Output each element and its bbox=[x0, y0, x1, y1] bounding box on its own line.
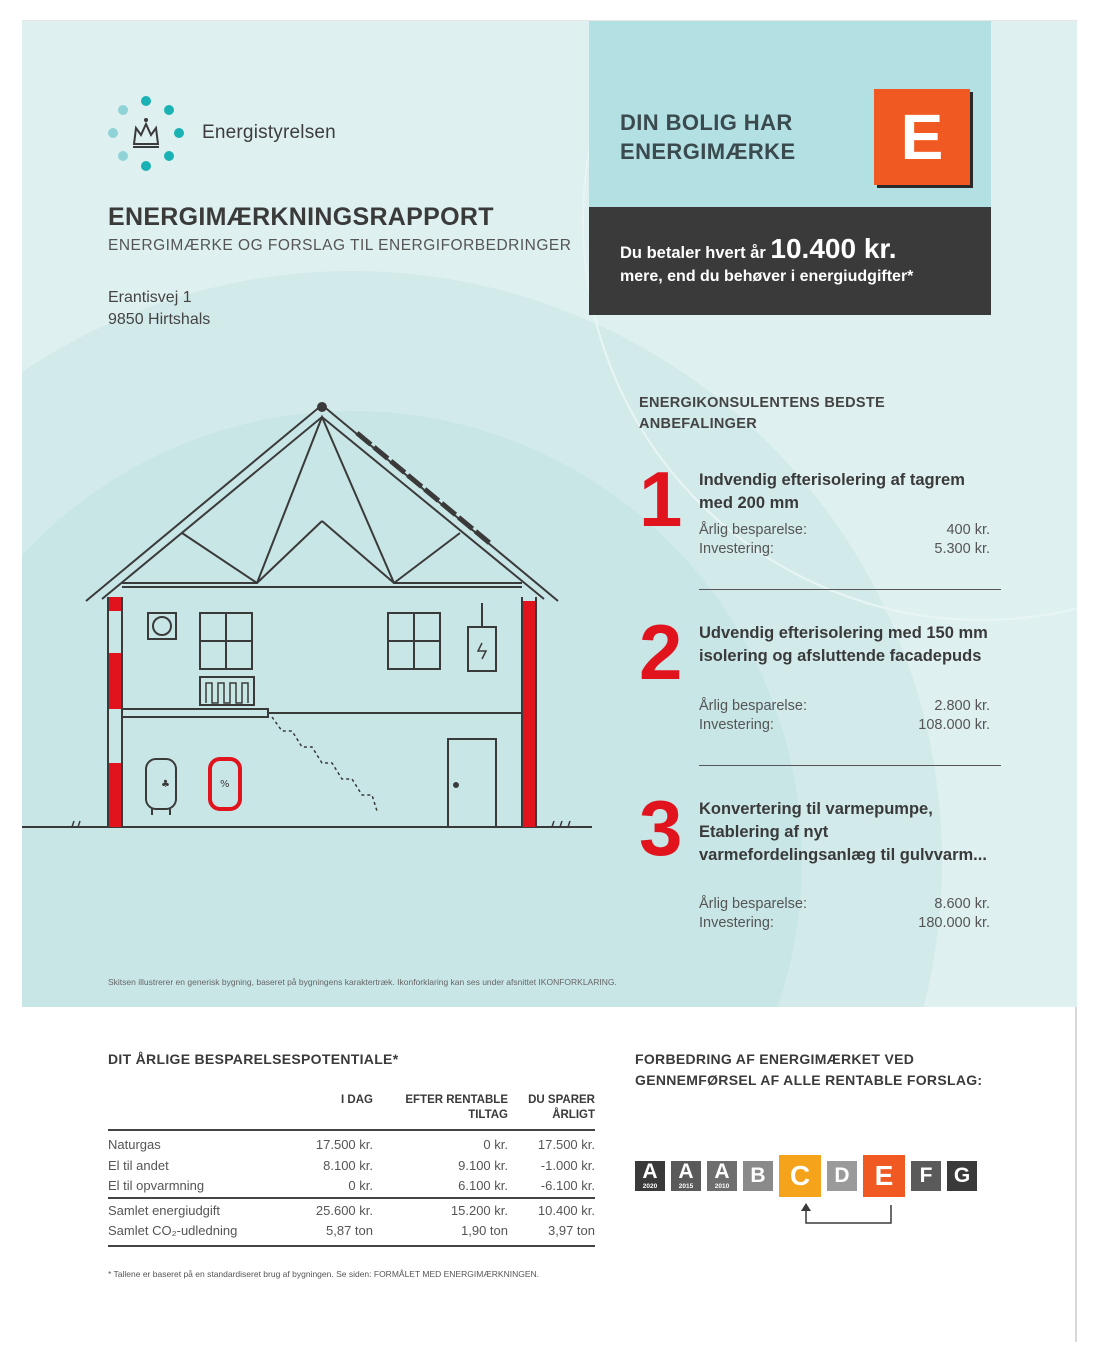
energy-scale-c: C bbox=[779, 1155, 821, 1197]
recommendation-3 bbox=[639, 784, 1001, 938]
recommendation-investment bbox=[699, 914, 990, 933]
cell-after: 1,90 ton bbox=[373, 1221, 508, 1246]
address bbox=[108, 287, 210, 331]
cell-today: 5,87 ton bbox=[238, 1221, 373, 1246]
scale-letter: B bbox=[750, 1164, 766, 1187]
scale-letter: D bbox=[834, 1164, 850, 1187]
cell-after: 0 kr. bbox=[483, 1137, 508, 1152]
scale-letter: F bbox=[919, 1164, 933, 1187]
energy-scale-a-2015 bbox=[671, 1161, 701, 1191]
savings-value: 8.600 kr. bbox=[934, 896, 990, 912]
investment-label: Investering: bbox=[699, 717, 774, 733]
cell-saves: -6.100 kr. bbox=[540, 1178, 595, 1193]
column-header: DU SPARER ÅRLIGT bbox=[508, 1093, 595, 1130]
savings-label: Årlig besparelse: bbox=[699, 698, 807, 714]
cell-today: 25.600 kr. bbox=[238, 1198, 373, 1222]
row-label: Samlet CO₂-udledning bbox=[108, 1221, 238, 1246]
table-row bbox=[108, 1130, 595, 1156]
row-label: Samlet energiudgift bbox=[108, 1198, 238, 1222]
energy-label-text bbox=[620, 108, 850, 166]
page-subtitle: ENERGIMÆRKE OG FORSLAG TIL ENERGIFORBEDRINGER bbox=[108, 237, 572, 254]
cell-saves: -1.000 kr. bbox=[540, 1157, 595, 1173]
recommendation-savings bbox=[699, 697, 990, 716]
cell-after: 15.200 kr. bbox=[373, 1198, 508, 1222]
table-total-row bbox=[108, 1198, 595, 1222]
cell-saves: 3,97 ton bbox=[508, 1221, 595, 1246]
savings-label: Årlig besparelse: bbox=[699, 896, 807, 912]
table-row bbox=[108, 1156, 595, 1177]
recommendation-number: 3 bbox=[639, 784, 683, 872]
table-total-row bbox=[108, 1221, 595, 1246]
investment-value: 180.000 kr. bbox=[918, 915, 990, 931]
improvement-title: FORBEDRING AF ENERGIMÆRKET VED GENNEMFØRSEL AF ALLE RENTABLE FORSLAG: bbox=[635, 1051, 983, 1088]
energy-scale-a-2010 bbox=[707, 1161, 737, 1191]
address-city: 9850 Hirtshals bbox=[108, 311, 211, 328]
recommendation-text: Udvendig efterisolering med 150 mm isolering og afsluttende facadepuds bbox=[699, 624, 988, 665]
energy-scale-d bbox=[827, 1161, 857, 1191]
annual-overpay-box bbox=[589, 207, 991, 315]
scale-year: 2010 bbox=[714, 1183, 730, 1190]
savings-table bbox=[108, 1093, 595, 1247]
cell-after: 6.100 kr. bbox=[458, 1178, 508, 1193]
overpay-line1 bbox=[620, 233, 897, 265]
row-label: El til andet bbox=[108, 1157, 169, 1173]
recommendation-number: 2 bbox=[639, 608, 683, 696]
improvement-arrow bbox=[635, 1201, 995, 1251]
recommendation-divider bbox=[699, 589, 1001, 590]
cell-after: 9.100 kr. bbox=[458, 1157, 508, 1173]
savings-title: DIT ÅRLIGE BESPARELSESPOTENTIALE* bbox=[108, 1051, 399, 1067]
column-header-label bbox=[108, 1093, 238, 1130]
recommendation-savings bbox=[699, 521, 990, 540]
savings-footnote: * Tallene er baseret på en standardiseret brug af bygningen. Se siden: FORMÅLET MED ENERGIMÆRKNINGEN. bbox=[108, 1269, 540, 1279]
scale-year: 2015 bbox=[678, 1183, 694, 1190]
scale-year: 2020 bbox=[642, 1183, 658, 1190]
recommendation-investment bbox=[699, 716, 990, 735]
row-label: Naturgas bbox=[108, 1137, 161, 1152]
column-header: EFTER RENTABLE TILTAG bbox=[373, 1093, 508, 1130]
energy-scale-g bbox=[947, 1161, 977, 1191]
recommendation-text: Konvertering til varmepumpe, Etablering af nyt varmefordelingsanlæg til gulvvarm... bbox=[699, 800, 987, 864]
recommendations-title: ENERGIKONSULENTENS BEDSTE ANBEFALINGER bbox=[639, 395, 885, 432]
energy-scale-e: E bbox=[863, 1155, 905, 1197]
savings-value: 2.800 kr. bbox=[934, 698, 990, 714]
recommendation-savings bbox=[699, 895, 990, 914]
cell-today: 8.100 kr. bbox=[323, 1157, 373, 1173]
investment-value: 5.300 kr. bbox=[934, 541, 990, 557]
scale-letter: A bbox=[714, 1160, 730, 1183]
table-row bbox=[108, 1176, 595, 1198]
recommendation-investment bbox=[699, 540, 990, 559]
investment-value: 108.000 kr. bbox=[918, 717, 990, 733]
logo-text: Energistyrelsen bbox=[202, 122, 336, 143]
cell-saves: 10.400 kr. bbox=[508, 1198, 595, 1222]
overpay-line2: mere, end du behøver i energiudgifter* bbox=[620, 268, 914, 285]
recommendation-1 bbox=[639, 455, 1001, 579]
recommendation-2 bbox=[639, 608, 1001, 742]
sketch-disclaimer: Skitsen illustrerer en generisk bygning, baseret på bygningens karaktertræk. Ikonforklaring kan ses under afsnittet IKONFORKLARING. bbox=[108, 977, 617, 987]
energy-scale-b bbox=[743, 1161, 773, 1191]
cell-today: 17.500 kr. bbox=[315, 1137, 373, 1152]
energistyrelsen-logo bbox=[106, 94, 186, 174]
cell-saves: 17.500 kr. bbox=[537, 1137, 595, 1152]
report-page bbox=[22, 20, 1077, 1342]
page-title: ENERGIMÆRKNINGSRAPPORT bbox=[108, 203, 494, 231]
savings-value: 400 kr. bbox=[946, 522, 990, 538]
label-line1: DIN BOLIG HAR bbox=[620, 110, 793, 135]
investment-label: Investering: bbox=[699, 915, 774, 931]
recommendation-number: 1 bbox=[639, 455, 683, 543]
house-illustration bbox=[22, 391, 602, 861]
cell-today: 0 kr. bbox=[348, 1178, 373, 1193]
scale-letter: A bbox=[678, 1160, 694, 1183]
recommendation-divider bbox=[699, 765, 1001, 766]
column-header: I DAG bbox=[238, 1093, 373, 1130]
label-line2: ENERGIMÆRKE bbox=[620, 139, 796, 164]
energy-grade-badge: E bbox=[874, 89, 970, 185]
overpay-prefix: Du betaler hvert år bbox=[620, 244, 766, 262]
investment-label: Investering: bbox=[699, 541, 774, 557]
energy-scale-a-2020 bbox=[635, 1161, 665, 1191]
svg-text:♣: ♣ bbox=[161, 779, 170, 790]
scale-letter: G bbox=[953, 1164, 971, 1187]
savings-label: Årlig besparelse: bbox=[699, 522, 807, 538]
energy-scale-f bbox=[911, 1161, 941, 1191]
overpay-amount: 10.400 kr. bbox=[770, 233, 897, 264]
scale-letter: A bbox=[642, 1160, 658, 1183]
svg-text:%: % bbox=[220, 779, 230, 790]
row-label: El til opvarmning bbox=[108, 1178, 205, 1193]
address-street: Erantisvej 1 bbox=[108, 289, 192, 306]
recommendation-text: Indvendig efterisolering af tagrem med 200 mm bbox=[699, 471, 965, 512]
hero-section bbox=[22, 21, 1077, 1007]
table-header-row bbox=[108, 1093, 595, 1130]
